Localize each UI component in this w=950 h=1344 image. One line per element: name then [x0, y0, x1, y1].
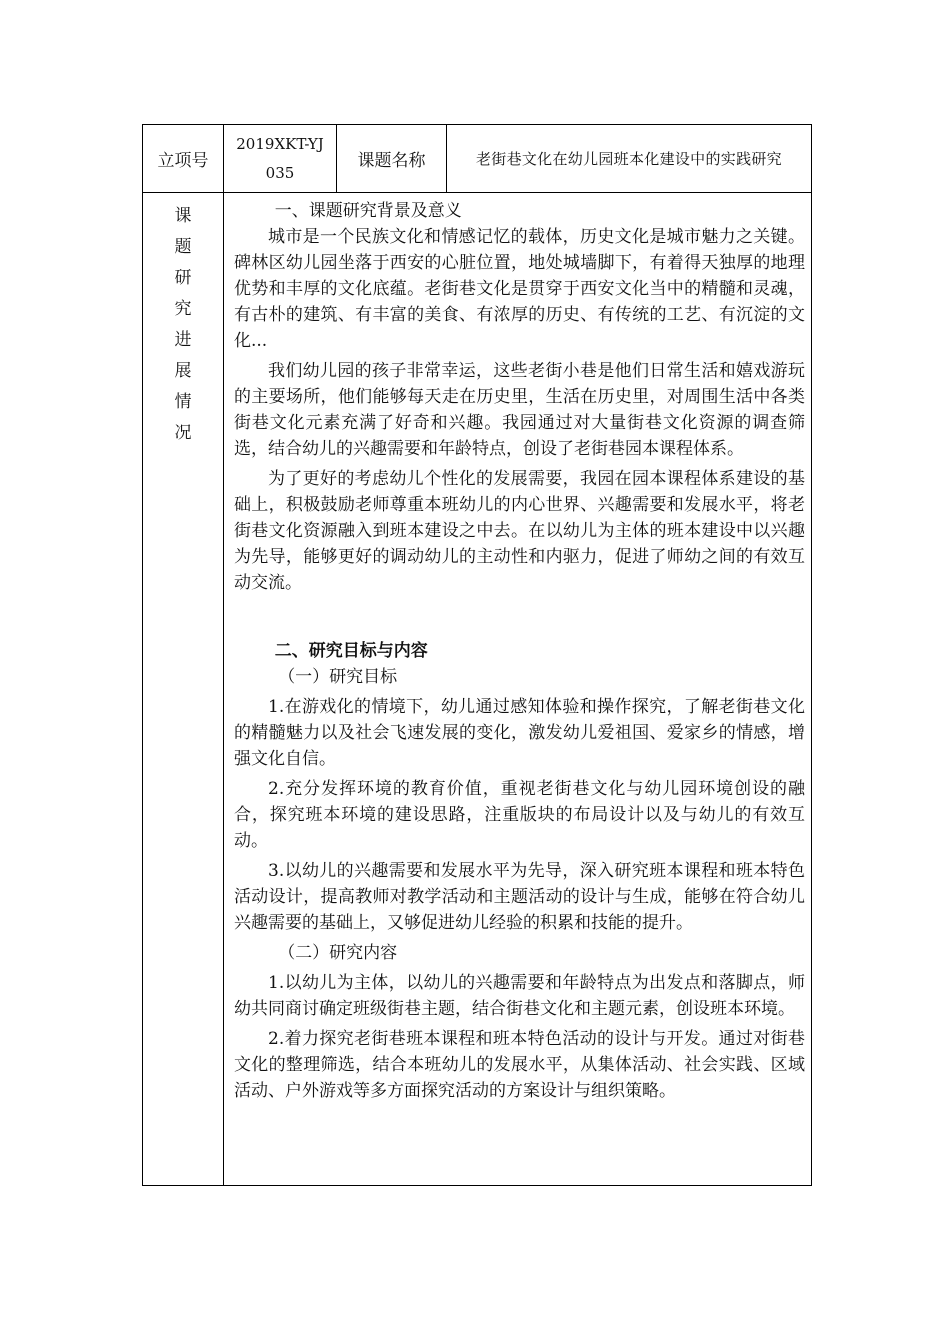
section-spacer	[234, 596, 805, 638]
project-no-value: 2019XKT-YJ035	[224, 125, 337, 193]
side-label-cell	[143, 193, 224, 1186]
section2-heading: 二、研究目标与内容	[274, 641, 428, 661]
content-item: 2.着力探究老街巷班本课程和班本特色活动的设计与开发。通过对街巷文化的整理筛选，结合本班幼儿的发展水平，从集体活动、社会实践、区域活动、户外游戏等多方面探究活动的方案设计与组织策略。	[234, 1029, 805, 1101]
content-heading: （二）研究内容	[278, 943, 398, 963]
project-form-table	[142, 124, 812, 1186]
goal-item: 3.以幼儿的兴趣需要和发展水平为先导，深入研究班本课程和班本特色活动设计，提高教师对教学活动和主题活动的设计与生成，能够在符合幼儿兴趣需要的基础上，又够促进幼儿经验的积累和技能的提升。	[234, 861, 805, 933]
header-row	[143, 125, 812, 193]
topic-value: 老街巷文化在幼儿园班本化建设中的实践研究	[447, 125, 812, 193]
section1-heading: 一、课题研究背景及意义	[274, 201, 462, 221]
topic-label: 课题名称	[337, 125, 447, 193]
goals-heading: （一）研究目标	[278, 667, 398, 687]
progress-content	[224, 193, 812, 1186]
section1-paragraph: 我们幼儿园的孩子非常幸运，这些老街小巷是他们日常生活和嬉戏游玩的主要场所，他们能够每天走在历史里，生活在历史里，对周围生活中各类街巷文化元素充满了好奇和兴趣。我园通过对大量街巷文化资源的调查筛选，结合幼儿的兴趣需要和年龄特点，创设了老街巷园本课程体系。	[234, 361, 805, 459]
progress-row	[143, 193, 812, 1186]
side-label: 课题研究进展情况	[174, 206, 192, 443]
section1-paragraph: 城市是一个民族文化和情感记忆的载体，历史文化是城市魅力之关键。碑林区幼儿园坐落于西安的心脏位置，地处城墙脚下，有着得天独厚的地理优势和丰厚的文化底蕴。老街巷文化是贯穿于西安文化当中的精髓和灵魂，有古朴的建筑、有丰富的美食、有浓厚的历史、有传统的工艺、有沉淀的文化...	[234, 227, 805, 351]
project-no-label: 立项号	[143, 125, 224, 193]
document-page	[142, 124, 811, 1186]
content-item: 1.以幼儿为主体，以幼儿的兴趣需要和年龄特点为出发点和落脚点，师幼共同商讨确定班级街巷主题，结合街巷文化和主题元素，创设班本环境。	[234, 973, 805, 1019]
section1-paragraph: 为了更好的考虑幼儿个性化的发展需要，我园在园本课程体系建设的基础上，积极鼓励老师尊重本班幼儿的内心世界、兴趣需要和发展水平，将老街巷文化资源融入到班本建设之中去。在以幼儿为主体的班本建设中以兴趣为先导，能够更好的调动幼儿的主动性和内驱力，促进了师幼之间的有效互动交流。	[234, 469, 805, 593]
goal-item: 2.充分发挥环境的教育价值，重视老街巷文化与幼儿园环境创设的融合，探究班本环境的建设思路，注重版块的布局设计以及与幼儿的有效互动。	[234, 779, 805, 851]
goal-item: 1.在游戏化的情境下，幼儿通过感知体验和操作探究，了解老街巷文化的精髓魅力以及社会飞速发展的变化，激发幼儿爱祖国、爱家乡的情感，增强文化自信。	[234, 697, 805, 769]
